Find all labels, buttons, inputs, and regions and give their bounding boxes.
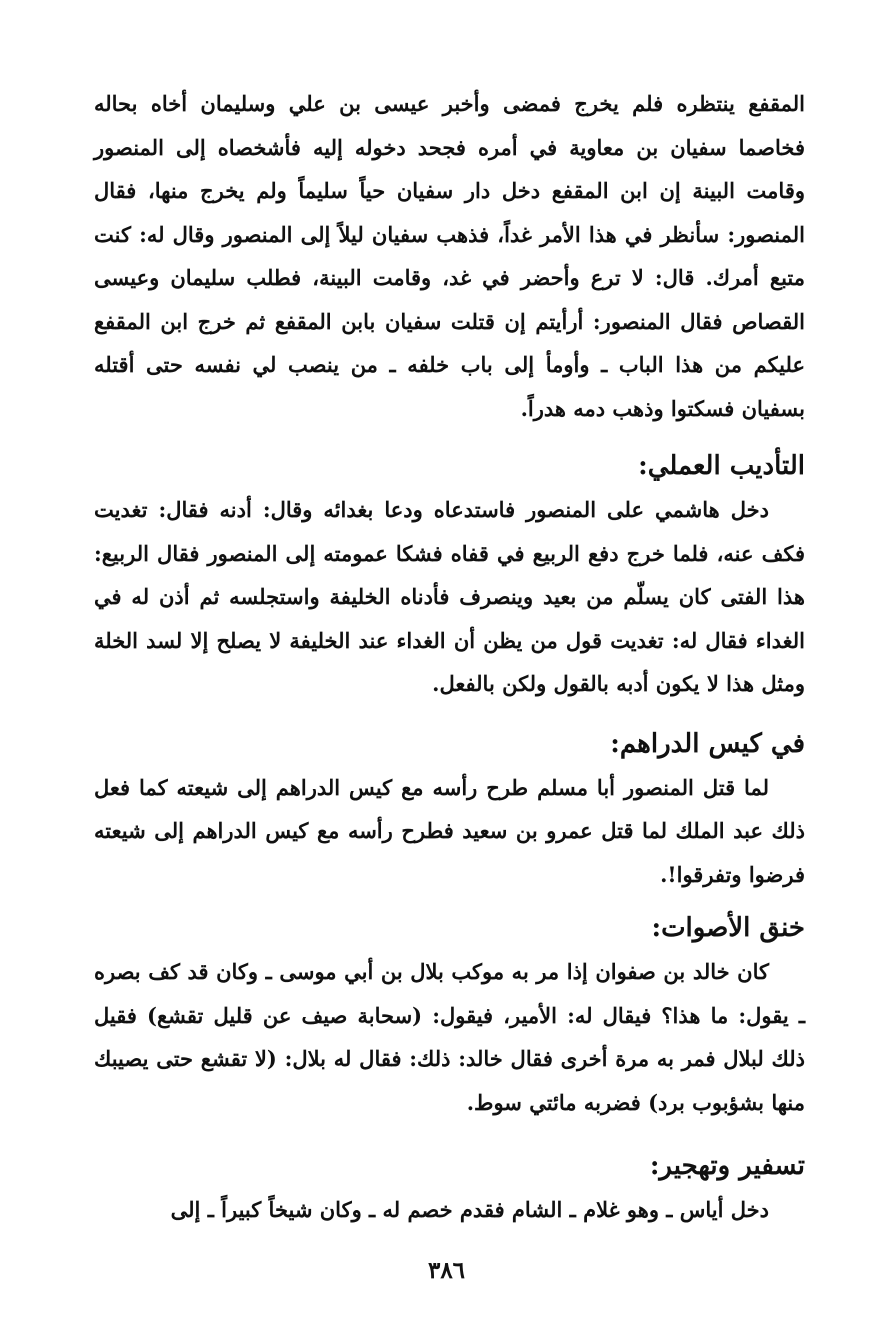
- heading-practical-discipline: التأديب العملي:: [638, 451, 805, 481]
- paragraph-money-bag: لما قتل المنصور أبا مسلم طرح رأسه مع كيس الدراهم إلى شيعته كما فعل ذلك عبد الملك لما قتل عمرو بن سعيد فطرح رأسه مع كيس الدراهم إلى شيعته فرضوا وتفرقوا!.: [94, 774, 805, 887]
- paragraph-silencing-voices: كان خالد بن صفوان إذا مر به موكب بلال بن أبي موسى ـ وكان قد كف بصره ـ يقول: ما هذا؟ فيقال له: الأمير، فيقول: (سحابة صيف عن قليل تقشع) فقيل ذلك لبلال فمر به مرة أخرى فقال خالد: ذلك: فقال له بلال: (لا تقشع حتى يصيبك منها بشؤبوب برد) فضربه مائتي سوط.: [94, 959, 805, 1115]
- paragraph-intro: المقفع ينتظره فلم يخرج فمضى وأخبر عيسى بن علي وسليمان أخاه بحاله فخاصما سفيان بن معاوية في أمره فجحد دخوله إليه فأشخصاه إلى المنصور وقامت البينة إن ابن المقفع دخل دار سفيان حياً سليماً ولم يخرج منها، فقال المنصور: سأنظر في هذا الأمر غداً، فذهب سفيان ليلاً إلى المنصور وقال له: كنت متبع أمرك. قال: لا ترع وأحضر في غد، وقامت البينة، فطلب سليمان وعيسى القصاص فقال المنصور: أرأيتم إن قتلت سفيان بابن المقفع ثم خرج ابن المقفع عليكم من هذا الباب ـ وأومأ إلى باب خلفه ـ من ينصب لي نفسه حتى أقتله بسفيان فسكتوا وذهب دمه هدراً.: [94, 91, 806, 421]
- paragraph-practical-discipline: دخل هاشمي على المنصور فاستدعاه ودعا بغدائه وقال: أدنه فقال: تغديت فكف عنه، فلما خرج دفع الربيع في قفاه فشكا عمومته إلى المنصور فقال الربيع: هذا الفتى كان يسلّم من بعيد وينصرف فأدناه الخليفة واستجلسه ثم أذن له في الغداء فقال له: تغديت قول من يظن أن الغداء عند الخليفة لا يصلح إلا لسد الخلة ومثل هذا لا يكون أدبه بالقول ولكن بالفعل.: [94, 497, 805, 696]
- page-number: ٣٨٦: [427, 1257, 466, 1284]
- heading-silencing-voices: خنق الأصوات:: [651, 913, 805, 943]
- heading-exile: تسفير وتهجير:: [649, 1151, 805, 1181]
- paragraph-exile: دخل أياس ـ وهو غلام ـ الشام فقدم خصم له ـ وكان شيخاً كبيراً ـ إلى: [170, 1197, 769, 1222]
- heading-money-bag: في كيس الدراهم:: [610, 728, 805, 759]
